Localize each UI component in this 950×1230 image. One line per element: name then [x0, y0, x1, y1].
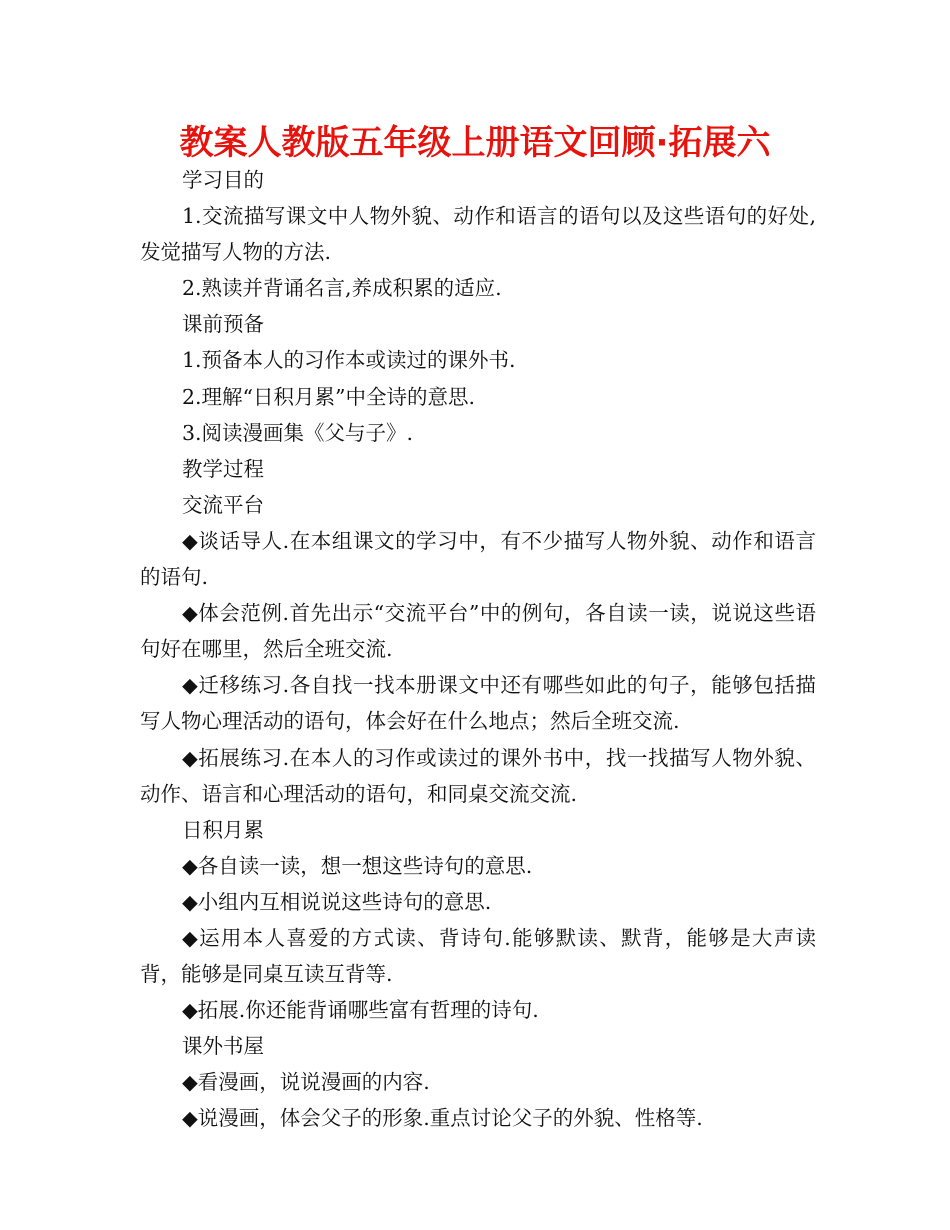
paragraph: 2.理解“日积月累”中全诗的意思.	[182, 384, 476, 409]
bullet-paragraph: ◆体会范例.首先出示“交流平台”中的例句，各自读一读，说说这些语句好在哪里，然后全班交流.	[140, 601, 816, 662]
bullet-paragraph: ◆各自读一读，想一想这些诗句的意思.	[182, 853, 533, 878]
section-heading-preparation: 课前预备	[182, 312, 264, 337]
section-heading-objectives: 学习目的	[182, 168, 264, 192]
bullet-paragraph: ◆迁移练习.各自找一找本册课文中还有哪些如此的句子，能够包括描写人物心理活动的语句，体会好在什么地点；然后全班交流.	[140, 673, 816, 734]
bullet-paragraph: ◆运用本人喜爱的方式读、背诗句.能够默读、默背，能够是大声读背，能够是同桌互读互背等.	[140, 925, 816, 987]
paragraph: 2.熟读并背诵名言,养成积累的适应.	[182, 276, 502, 301]
paragraph: 3.阅读漫画集《父与子》.	[182, 420, 414, 445]
subsection-heading-exchange: 交流平台	[182, 492, 264, 517]
bullet-paragraph: ◆看漫画，说说漫画的内容.	[182, 1070, 430, 1095]
paragraph: 1.交流描写课文中人物外貌、动作和语言的语句以及这些语句的好处,发觉描写人物的方法.	[140, 204, 816, 265]
paragraph: 1.预备本人的习作本或读过的课外书.	[182, 348, 516, 373]
bullet-paragraph: ◆小组内互相说说这些诗句的意思.	[182, 889, 492, 914]
subsection-heading-accumulation: 日积月累	[182, 817, 264, 842]
document-title: 教案人教版五年级上册语文回顾·拓展六	[179, 123, 771, 163]
document-body	[140, 162, 816, 1137]
bullet-paragraph: ◆拓展.你还能背诵哪些富有哲理的诗句.	[182, 998, 539, 1023]
bullet-paragraph: ◆谈话导人.在本组课文的学习中，有不少描写人物外貌、动作和语言的语句.	[140, 528, 816, 590]
section-heading-process: 教学过程	[182, 456, 264, 481]
bullet-paragraph: ◆拓展练习.在本人的习作或读过的课外书中，找一找描写人物外貌、动作、语言和心理活动的语句，和同桌交流交流.	[140, 745, 816, 806]
bullet-paragraph: ◆说漫画，体会父子的形象.重点讨论父子的外貌、性格等.	[182, 1106, 703, 1131]
subsection-heading-reading-room: 课外书屋	[182, 1034, 264, 1059]
